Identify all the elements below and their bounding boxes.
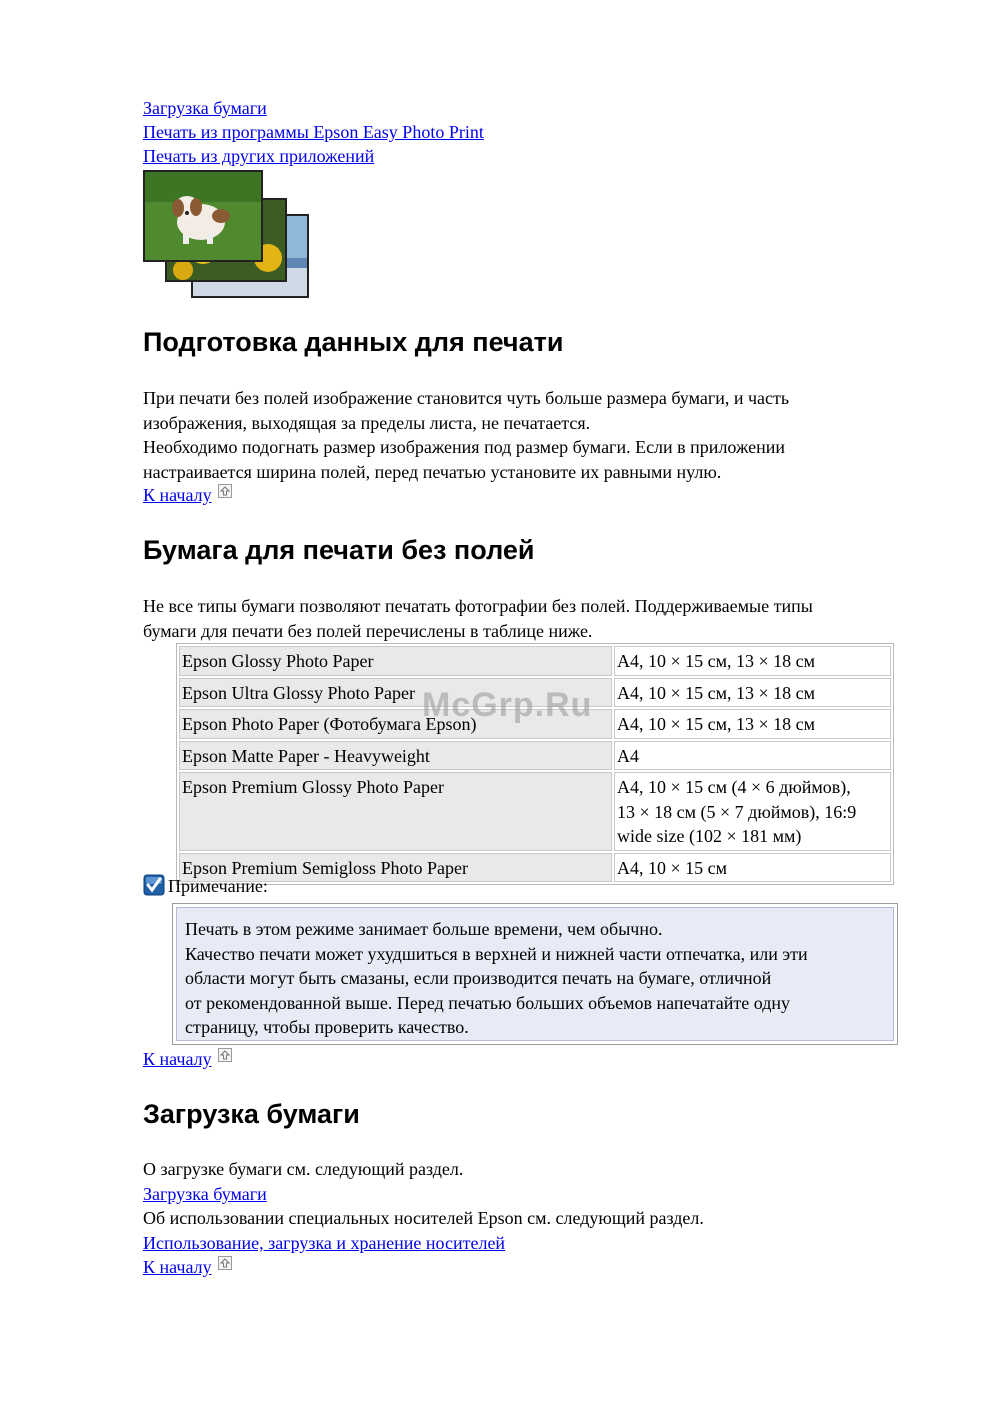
paper-size-cell: A4, 10 × 15 см, 13 × 18 см (614, 646, 891, 676)
back-to-top-link-1[interactable]: К началу (143, 485, 212, 505)
paper-size-cell: A4, 10 × 15 см (4 × 6 дюймов), 13 × 18 см (5 × 7 дюймов), 16:9 wide size (102 × 181 мм) (614, 772, 891, 851)
watermark: McGrp.Ru (422, 686, 593, 724)
paper-name-cell: Epson Premium Glossy Photo Paper (179, 772, 612, 851)
paper-name-cell: Epson Glossy Photo Paper (179, 646, 612, 676)
up-arrow-icon[interactable] (218, 1256, 232, 1270)
paper-size-cell: A4, 10 × 15 см, 13 × 18 см (614, 678, 891, 708)
prepare-data-text: При печати без полей изображение становится чуть больше размера бумаги, и часть изображения, выходящая за пределы листа, не печатается. Необходимо подогнать размер изображения под размер бумаги. Если в приложении настраивается ширина полей, перед печатью установите их равными нулю. (143, 388, 790, 482)
borderless-photos-illustration (143, 170, 313, 300)
table-row (179, 741, 891, 771)
table-row (179, 853, 891, 883)
table-row (179, 709, 891, 739)
paper-size-cell: A4, 10 × 15 см (614, 853, 891, 883)
paper-size-cell: A4, 10 × 15 см, 13 × 18 см (614, 709, 891, 739)
table-row (179, 772, 891, 851)
heading-loading-paper: Загрузка бумаги (143, 1099, 360, 1129)
back-to-top-link-2[interactable]: К началу (143, 1049, 212, 1069)
link-other-apps[interactable]: Печать из других приложений (143, 146, 375, 166)
up-arrow-icon[interactable] (218, 484, 232, 498)
back-to-top-link-3[interactable]: К началу (143, 1257, 212, 1277)
paper-name-cell: Epson Photo Paper (Фотобумага Epson) (179, 709, 612, 739)
loading-paper-text: О загрузке бумаги см. следующий раздел. (143, 1159, 464, 1179)
up-arrow-icon[interactable] (218, 1048, 232, 1062)
checkmark-note-icon (143, 874, 165, 896)
table-row (179, 646, 891, 676)
heading-prepare-data: Подготовка данных для печати (143, 327, 564, 357)
special-media-text: Об использовании специальных носителей Epson см. следующий раздел. (143, 1208, 704, 1228)
link-easy-photo-print[interactable]: Печать из программы Epson Easy Photo Print (143, 122, 484, 142)
heading-borderless-paper: Бумага для печати без полей (143, 535, 535, 565)
paper-name-cell: Epson Premium Semigloss Photo Paper (179, 853, 612, 883)
table-row (179, 678, 891, 708)
link-media-usage[interactable]: Использование, загрузка и хранение носителей (143, 1233, 506, 1253)
paper-name-cell: Epson Ultra Glossy Photo Paper (179, 678, 612, 708)
paper-name-cell: Epson Matte Paper - Heavyweight (179, 741, 612, 771)
paper-size-cell: A4 (614, 741, 891, 771)
paper-types-table (176, 643, 894, 885)
link-loading-paper-2[interactable]: Загрузка бумаги (143, 1184, 267, 1204)
borderless-paper-text: Не все типы бумаги позволяют печатать фотографии без полей. Поддерживаемые типы бумаги для печати без полей перечислены в таблице ниже. (143, 596, 813, 641)
note-heading: Примечание: (143, 874, 268, 898)
link-loading-paper[interactable]: Загрузка бумаги (143, 98, 267, 118)
note-box: Печать в этом режиме занимает больше времени, чем обычно. Качество печати может ухудшиться в верхней и нижней части отпечатка, или эти области могут быть смазаны, если производится печать на бумаге, отличной от рекомендованной выше. Перед печатью больших объемов напечатайте одну страницу, чтобы проверить качество. (172, 903, 898, 1045)
